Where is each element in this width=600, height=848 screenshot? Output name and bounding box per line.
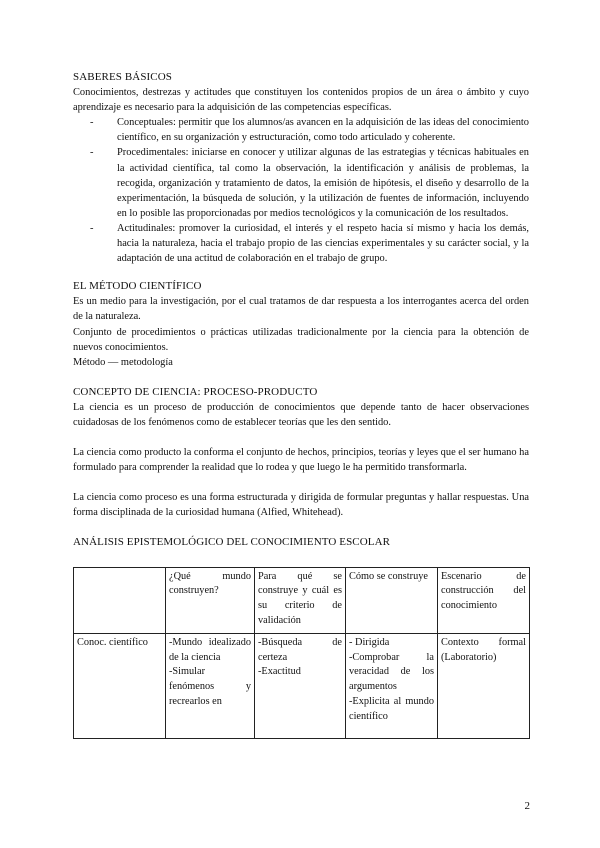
list-item: - Procedimentales: iniciarse en conocer y utilizar algunas de las estrategias y técnicas habituales en la actividad científica, tal como la observación, la identificación y análisis de problemas, la recogida, organización y tratamiento de datos, la emisión de hipótesis, el diseño y desarrollo de la experimentación, la búsqueda de solución, y la utilización de fuentes de información, incluyendo en lo posible las proporcionadas por medios tecnológicos y la comunicación de los resultados. (117, 145, 529, 220)
cell-line: -Exactitud (258, 666, 301, 678)
section-title-analisis: ANÁLISIS EPISTEMOLÓGICO DEL CONOCIMIENTO ESCOLAR (73, 536, 391, 549)
cell-line: Contexto formal (Laboratorio) (441, 636, 526, 663)
table-cell (166, 633, 255, 738)
page-number: 2 (524, 800, 530, 812)
saberes-intro: Conocimientos, destrezas y actitudes que constituyen los contenidos propios de un área o ámbito y cuyo aprendizaje es necesario para la adquisición de las competencias específicas. (73, 87, 529, 114)
cell-line: -Mundo idealizado de la ciencia (169, 636, 251, 663)
section-title-concepto: CONCEPTO DE CIENCIA: PROCESO-PRODUCTO (73, 385, 318, 398)
list-item: - Actitudinales: promover la curiosidad, el interés y el respeto hacia sí mismo y hacia los demás, hacia la naturaleza, hacia el trabajo propio de las ciencias experimentales y su carácter social, y la adaptación de una actitud de colaboración en el trabajo de grupo. (117, 221, 529, 266)
table-header-cell (74, 567, 166, 633)
table-cell (438, 633, 530, 738)
section-title-saberes: SABERES BÁSICOS (73, 71, 173, 83)
concepto-paragraph-2: La ciencia como producto la conforma el conjunto de hechos, principios, teorías y leyes que el ser humano ha formulado para comprender la realidad que lo rodea y que luego le ha permitido transformarla. (73, 447, 529, 474)
metodo-paragraph-1: Es un medio para la investigación, por el cual tratamos de dar respuesta a los interrogantes acerca del orden de la naturaleza. (73, 296, 529, 323)
list-item: - Conceptuales: permitir que los alumnos/as avancen en la adquisición de las ideas del conocimiento científico, en su organización y estructuración, como todo articulado y coherente. (117, 115, 529, 145)
table-header-row (74, 567, 530, 633)
table-cell (346, 633, 438, 738)
row-label: Conoc. científico (74, 633, 166, 738)
cell-line: -Simular fenómenos y recrearlos en (169, 666, 251, 707)
epistemological-table (73, 567, 530, 739)
table-header-cell: ¿Qué mundo construyen? (166, 567, 255, 633)
table-header-cell: Para qué se construye y cuál es su criterio de validación (255, 567, 346, 633)
table-row (74, 633, 530, 738)
saberes-list (73, 115, 529, 266)
table-header-cell: Cómo se construye (346, 567, 438, 633)
metodo-paragraph-3: Método — metodología (73, 356, 173, 368)
cell-line: -Búsqueda de certeza (258, 636, 342, 663)
concepto-paragraph-1: La ciencia es un proceso de producción de conocimientos que depende tanto de hacer observaciones cuidadosas de los fenómenos como de establecer teorías que les den sentido. (73, 401, 529, 428)
cell-line: -Explicita al mundo científico (349, 695, 434, 722)
cell-line: - Dirigida (349, 636, 390, 648)
document-page (73, 70, 529, 739)
table-cell (255, 633, 346, 738)
metodo-paragraph-2: Conjunto de procedimientos o prácticas utilizadas tradicionalmente por la ciencia para la obtención de nuevos conocimientos. (73, 326, 529, 353)
cell-line: -Comprobar la veracidad de los argumentos (349, 651, 434, 693)
table-header-cell: Escenario de construcción del conocimiento (438, 567, 530, 633)
section-title-metodo: EL MÉTODO CIENTÍFICO (73, 280, 202, 293)
concepto-paragraph-3: La ciencia como proceso es una forma estructurada y dirigida de formular preguntas y hallar respuestas. Una forma disciplinada de la curiosidad humana (Alfied, Whitehead). (73, 492, 529, 519)
